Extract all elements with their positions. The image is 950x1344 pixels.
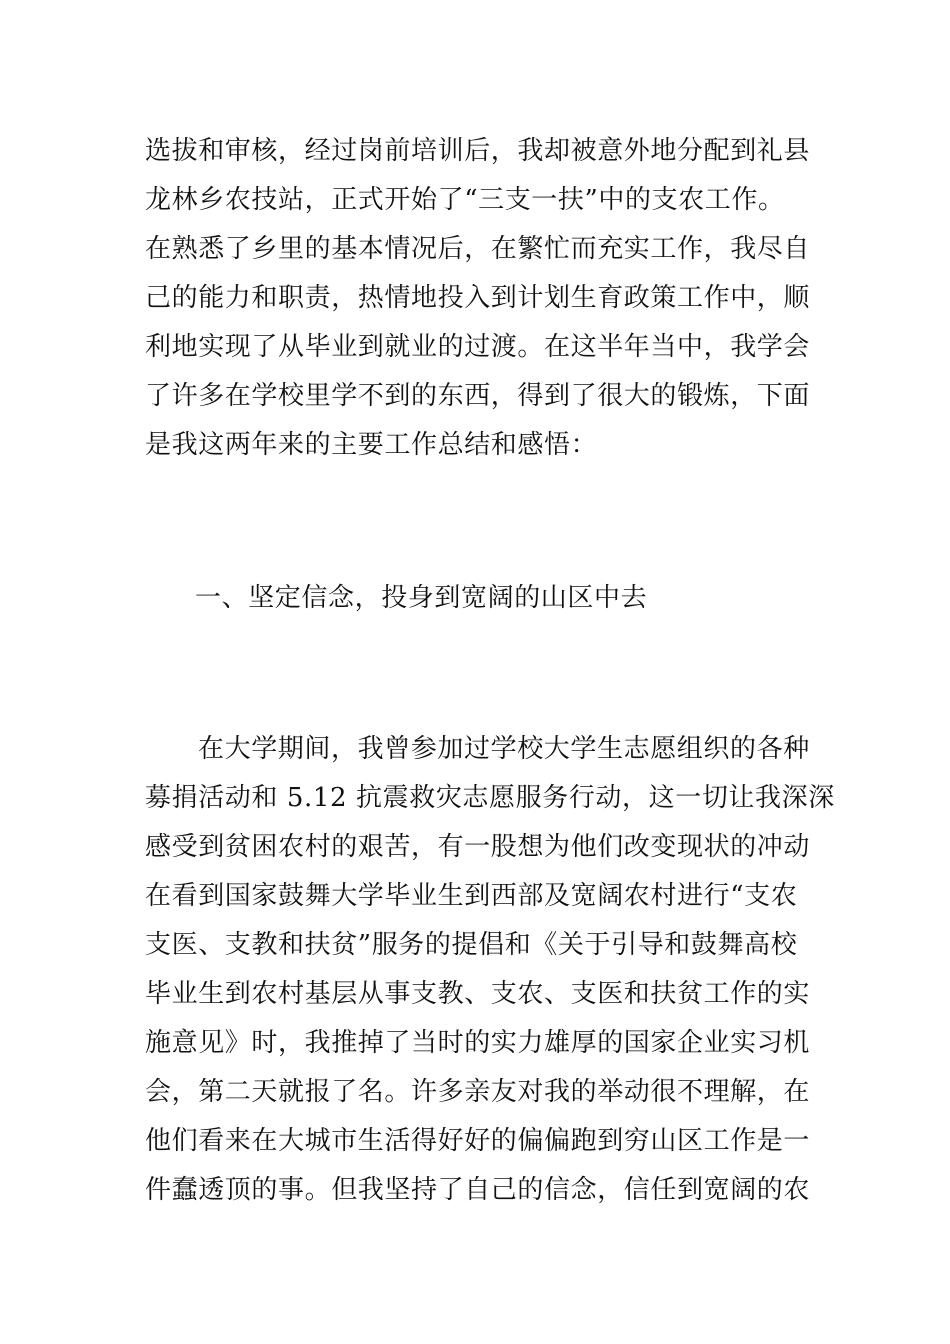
paragraph-2-line-7: 施意见》时，我推掉了当时的实力雄厚的国家企业实习机 [145, 1028, 811, 1058]
paragraph-1-line-1: 选拔和审核，经过岗前培训后，我却被意外地分配到礼县 [145, 136, 811, 166]
paragraph-1-line-7: 是我这两年来的主要工作总结和感悟： [145, 430, 598, 460]
paragraph-2-line-4: 在看到国家鼓舞大学毕业生到西部及宽阔农村进行“支农 [145, 881, 798, 911]
paragraph-2-line-9: 他们看来在大城市生活得好好的偏偏跑到穷山区工作是一 [145, 1126, 811, 1156]
paragraph-1-line-5: 利地实现了从毕业到就业的过渡。在这半年当中，我学会 [145, 332, 811, 362]
paragraph-1-line-2: 龙林乡农技站，正式开始了“三支一扶”中的支农工作。 [145, 185, 785, 215]
paragraph-2-line-10: 件蠢透顶的事。但我坚持了自己的信念，信任到宽阔的农 [145, 1175, 811, 1205]
paragraph-1-line-6: 了许多在学校里学不到的东西，得到了很大的锻炼，下面 [145, 381, 811, 411]
paragraph-2-line-5: 支医、支教和扶贫”服务的提倡和《关于引导和鼓舞高校 [145, 930, 798, 960]
paragraph-2-line-3: 感受到贫困农村的艰苦，有一股想为他们改变现状的冲动 [145, 832, 811, 862]
paragraph-2-line-1: 在大学期间，我曾参加过学校大学生志愿组织的各种 [198, 734, 810, 764]
paragraph-2-line-2: 募捐活动和 5.12 抗震救灾志愿服务行动，这一切让我深深 [145, 783, 835, 813]
paragraph-1-line-4: 己的能力和职责，热情地投入到计划生育政策工作中，顺 [145, 283, 811, 313]
paragraph-2-line-8: 会，第二天就报了名。许多亲友对我的举动很不理解，在 [145, 1077, 811, 1107]
paragraph-2-line-6: 毕业生到农村基层从事支教、支农、支医和扶贫工作的实 [145, 979, 811, 1009]
paragraph-1-line-3: 在熟悉了乡里的基本情况后，在繁忙而充实工作，我尽自 [145, 234, 811, 264]
section-heading: 一、坚定信念，投身到宽阔的山区中去 [195, 583, 648, 613]
